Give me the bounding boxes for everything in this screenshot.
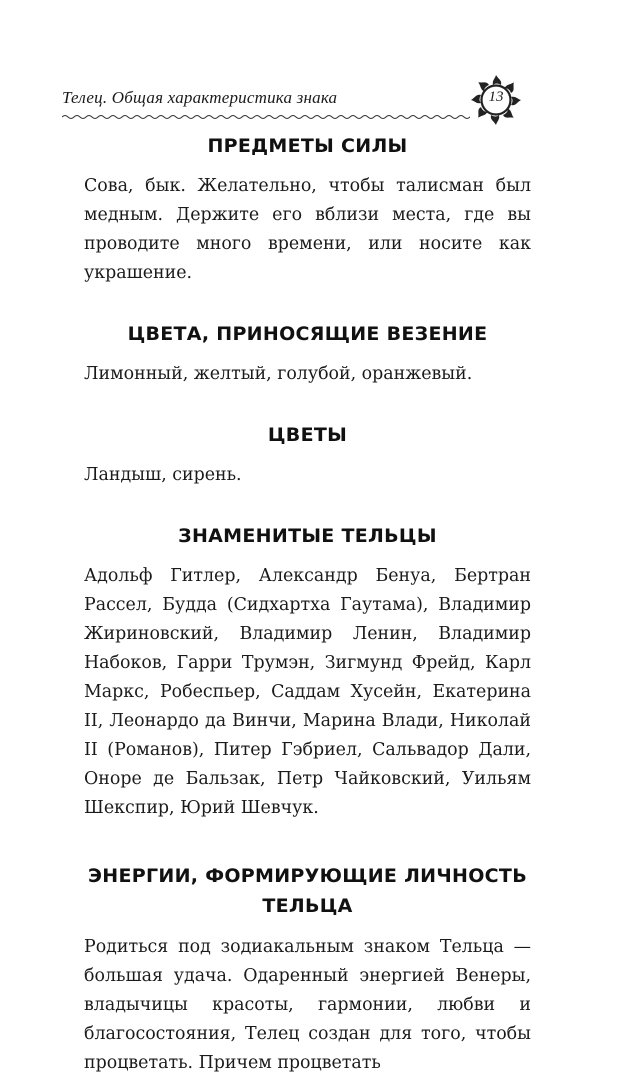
section-body-famous-taureans: Адольф Гитлер, Александр Бенуа, Бертран Рассел, Будда (Сидхартха Гаутама), Владимир Жириновский, Владимир Ленин, Владимир Набоков, Гарри Трумэн, Зигмунд Фрейд, Карл Маркс, Робеспьер, Саддам Хусейн, Екатерина II, Леонардо да Винчи, Марина Влади, Николай II (Романов), Питер Гэбриел, Сальвадор Дали, Оноре де Бальзак, Петр Чайковский, Уильям Шекспир, Юрий Шевчук. xyxy=(84,566,531,818)
page-number: 13 xyxy=(488,89,504,105)
section-body-power-objects: Сова, бык. Желательно, чтобы талисман был медным. Держите его вблизи места, где вы проводите много времени, или носите как украшение. xyxy=(84,176,531,283)
section-body-lucky-colors: Лимонный, желтый, голубой, оранжевый. xyxy=(84,364,473,384)
section-heading-flowers: ЦВЕТЫ xyxy=(267,424,348,446)
section-heading-energies: ЭНЕРГИИ, ФОРМИРУЮЩИЕ ЛИЧНОСТЬ ТЕЛЬЦА xyxy=(88,865,527,917)
section-body-energies: Родиться под зодиакальным знаком Тельца — большая удача. Одаренный энергией Венеры, владычицы красоты, гармонии, любви и благосостояния, Телец создан для того, чтобы процветать. Причем процветать xyxy=(84,937,531,1073)
section-heading-lucky-colors: ЦВЕТА, ПРИНОСЯЩИЕ ВЕЗЕНИЕ xyxy=(127,323,488,345)
section-body-flowers: Ландыш, сирень. xyxy=(84,465,242,485)
running-head-title: Телец. Общая характеристика знака xyxy=(62,88,338,107)
header-wavy-rule xyxy=(62,113,470,121)
page-content xyxy=(84,124,531,1078)
section-heading-famous-taureans: ЗНАМЕНИТЫЕ ТЕЛЬЦЫ xyxy=(178,525,437,547)
section-heading-power-objects: ПРЕДМЕТЫ СИЛЫ xyxy=(207,135,408,157)
